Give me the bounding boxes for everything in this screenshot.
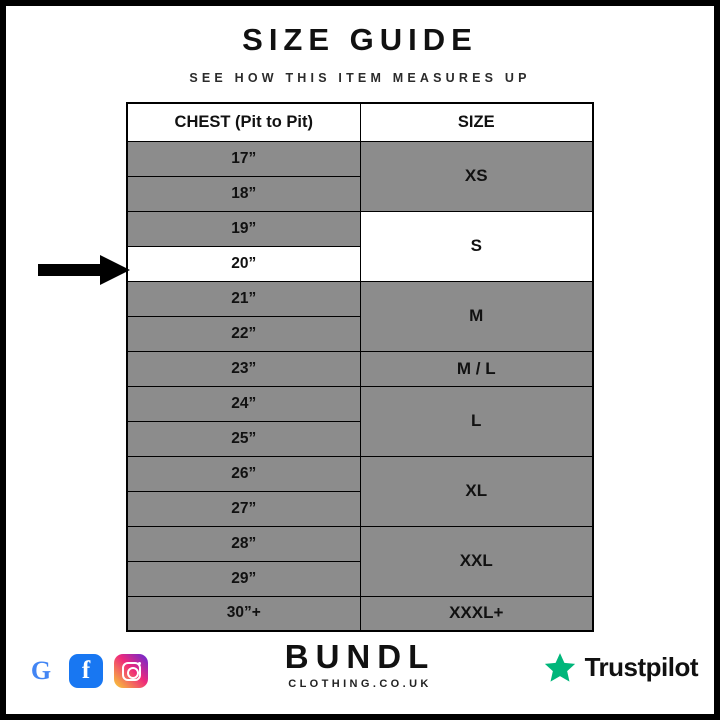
chest-value: 24” — [127, 386, 360, 421]
chest-value: 22” — [127, 316, 360, 351]
page-title: SIZE GUIDE — [242, 22, 478, 57]
table-row[interactable] — [127, 456, 593, 491]
trustpilot-badge[interactable] — [543, 651, 698, 684]
size-value: XXXL+ — [360, 596, 593, 631]
chest-value: 26” — [127, 456, 360, 491]
trustpilot-label: Trustpilot — [584, 652, 698, 682]
chest-value: 28” — [127, 526, 360, 561]
size-value-selected: S — [360, 211, 593, 281]
brand-website: CLOTHING.CO.UK — [288, 678, 432, 690]
size-value: XL — [360, 456, 593, 526]
chest-value: 21” — [127, 281, 360, 316]
chest-value: 19” — [127, 211, 360, 246]
chest-value: 23” — [127, 351, 360, 386]
table-row[interactable] — [127, 281, 593, 316]
chest-value: 27” — [127, 491, 360, 526]
chest-value: 17” — [127, 141, 360, 176]
table-row[interactable] — [127, 351, 593, 386]
size-table — [126, 102, 594, 632]
table-body — [127, 141, 593, 631]
chest-value: 18” — [127, 176, 360, 211]
table-row[interactable] — [127, 386, 593, 421]
size-value: XS — [360, 141, 593, 211]
column-header-chest: CHEST (Pit to Pit) — [127, 103, 360, 141]
chest-value: 29” — [127, 561, 360, 596]
selected-row-arrow-icon — [38, 257, 130, 283]
table-row[interactable] — [127, 526, 593, 561]
size-guide-card — [6, 6, 714, 714]
table-header-row — [127, 103, 593, 141]
table-row[interactable] — [127, 211, 593, 246]
google-icon[interactable]: G — [24, 654, 58, 688]
chest-value-selected: 20” — [127, 246, 360, 281]
facebook-icon[interactable]: f — [69, 654, 103, 688]
size-value: M — [360, 281, 593, 351]
footer — [6, 614, 714, 700]
brand-name: BUNDL — [284, 638, 436, 675]
chest-value: 30”+ — [127, 596, 360, 631]
column-header-size: SIZE — [360, 103, 593, 141]
size-value: L — [360, 386, 593, 456]
chest-value: 25” — [127, 421, 360, 456]
size-value: XXL — [360, 526, 593, 596]
table-row[interactable] — [127, 141, 593, 176]
size-value: M / L — [360, 351, 593, 386]
star-icon — [543, 651, 577, 684]
page-subtitle: SEE HOW THIS ITEM MEASURES UP — [189, 71, 531, 85]
size-table-wrapper — [6, 102, 714, 632]
